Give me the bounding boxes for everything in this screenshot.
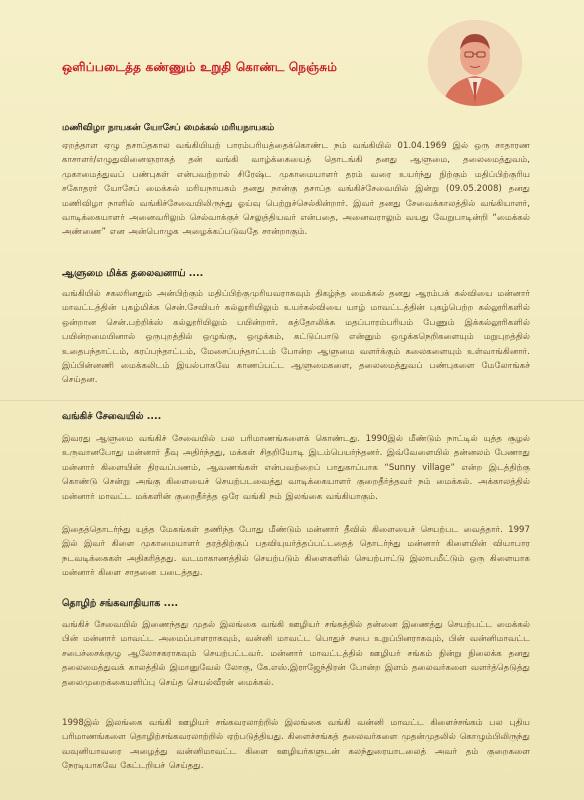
trade-union-paragraph-2: 1998இல் இலங்கை வங்கி ஊழியர் சங்கவரலாற்றில் இலங்கை வங்கி வன்னி மாவட்ட கிளைச்சங்கம் பல புதிய பரிமாணங்களை தொழிற்சங்கவரலாற்றில் ஏற்படுத்தியது. கிளைச்சங்கத் தலைவர்களை முதன்முதலில் கொழும்பிலிருந்து வவுனியாவரை அழைத்து வன்னிமாவட்ட கிளை ஊழியர்களுடன் கலந்துரையாடலைத் அவர் தம் குறைகளை நேரடியாகவே கேட்டறியச் செய்தது.: [62, 718, 530, 772]
bank-service-paragraph-1: இவரது ஆளுமை வங்கிச் சேவையில் பல பரிமாணங்களைக் கொண்டது. 1990இல் மீண்டும் நாட்டில் யுத்த சூழல் உருவானபோது மன்னார் தீவு அதிர்ந்தது, மக்கள் சிதறியோடி இடம்பெயர்ந்தனர். இவ்வேளையில் தன்னலம் பேணாது மன்னார் கிளையின் திரவப்பணம், ஆவணங்கள் என்பவற்றைப் பாதுகாப்பாக “Sunny village” என்ற இடத்திற்கு கொண்டு சென்று அங்கு கிளையைச் செயற்படவைத்து வாடிக்கையாளர் குறைதீர்த்தவர் நம் மைக்கல். அக்காலத்தில் மன்னார் மாவட்ட மக்களின் குறைதீர்த்த ஒரே வங்கி நம் இலங்கை வங்கியாகும்.: [62, 434, 530, 502]
intro-paragraph: ஏறத்தாள ஏழு தசாப்தகால வங்கியியற் பாரம்பரியத்தைக்கொண்ட நம் வங்கியில் 01.04.1969 இல் ஒரு சாதாரண காசாளர்/எழுதுவினைஞராகத் தன் வங்கி வாழ்க்கையைத் தொடங்கி தனது ஆளுமை, தலைமைத்துவம், முகாமைத்துவப் பண்புகள் என்பவற்றால் சிரேஷ்ட முகாமையாளர் தரம் வரை உயர்ந்து நிற்கும் மதிப்பிற்குரிய சகோதரர் யோசேப் மைக்கல் மரியநாயகம் தனது நான்கு தசாப்த வங்கிச்சேவையில் இன்று (09.05.2008) தனது மணிவிழா நாளில் வங்கிச்சேவையிலிருந்து ஓய்வு பெற்றுச்செல்கின்றார். இவர் தனது சேவைக்காலத்தில் வங்கியாளர், வாடிக்கையாளர் அனைவரிலும் செல்வாக்குச் செலுத்தியவர் என்பதை, அனைவராலும் வயது வேறுபாடின்றி “மைக்கல் அண்ணை” என அன்பொழுக அழைக்கப்படுவதே சான்றாகும்.: [62, 141, 530, 238]
portrait-photo: [428, 20, 522, 106]
trade-union-paragraph-1: வங்கிச் சேவையில் இணைந்தது முதல் இலங்கை வங்கி ஊழியர் சங்கத்தில் தன்னை இணைத்து செயற்பட்ட மைக்கல் பின் மன்னார் மாவட்ட அமைப்பாளராகவும், வன்னி மாவட்ட பொதுச் சபை உறுப்பினராகவும், பின் வன்னிமாவட்ட சபைச்சைக்குழு ஆலோசகராகவும் செயற்பட்டவர். மன்னார் மாவட்டத்தில் ஊழியர் சங்கம் நின்று நிலைக்க தனது தலைமைத்துவக் காலத்தில் இமானுவேல் லோகு, கே.எஸ்.இராஜேந்திரன் போன்ற இளம் தலைவர்களை வளர்த்தெடுத்து தலைமுறைக்கையளிப்பு செய்த செயல்வீரன் மைக்கல்.: [62, 620, 530, 688]
section-heading-trade-union: தொழிற் சங்கவாதியாக ....: [62, 598, 179, 609]
portrait-image: [428, 20, 522, 106]
paper-fold-line: [0, 400, 584, 401]
bank-service-paragraph-2: இதைத்தொடர்ந்து யுத்த மேகங்கள் தணிந்த போது மீண்டும் மன்னார் தீவில் கிளையைச் செயற்பட வைத்தார். 1997 இல் இவர் கிளை முகாமையாளர் தரத்திற்குப் பதவியுயர்த்தப்பட்டதைத் தொடர்ந்து மன்னார் கிளையின் வியாபார நடவடிக்கைகள் அதிகரித்தது. வடமாகாணத்தில் செயற்படும் கிளைகளில் செயற்பாட்டு இலாபமீட்டும் ஒரு கிளையாக மன்னார் கிளை சாதனை படைத்தது.: [62, 525, 530, 579]
section-heading-bank-service: வங்கிச் சேவையில் ....: [62, 411, 162, 422]
leadership-paragraph: வங்கியில் சகலரினதும் அன்பிற்கும் மதிப்பிற்குமுரியவராகவும் திகழ்ந்த மைக்கல் தனது ஆரம்பக் கல்வியை மன்னார் மாவட்டத்தின் புகழ்மிக்க சென்.சேவியர் கல்லூரியிலும் உயர்கல்வியை யாழ் மாவட்டத்தின் புகழ்பெற்ற கல்லூரிகளில் ஒன்றான சென்.பற்றிக்ஸ் கல்லூரியிலும் பயின்றார். கத்தோலிக்க மதப்பாரம்பரியம் பேணும் இக்கல்லூரிகளில் பயின்றமையினால் ஒருபுறத்தில் ஒழுங்கு, ஒழுக்கம், கட்டுப்பாடு என்னும் ஒழுக்கநெறிகளையும் மறுபுறத்தில் உதைபந்தாட்டம், கரப்பந்தாட்டம், மேசைப்பந்தாட்டம் போன்ற ஆளுமை வளர்க்கும் கலைகளையும் உள்வாங்கினார். இப்பின்னணி மைக்கலிடம் இயல்பாகவே காணப்பட்ட ஆளுமைகளை, தலைமைத்துவப் பண்புகளை மேலோங்கச் செய்தன.: [62, 289, 530, 386]
honoree-name-line: மணிவிழா நாயகன் யோசேப் மைக்கல் மரியநாயகம்: [62, 123, 275, 133]
page-title: ஒளிப்படைத்த கண்ணும் உறுதி கொண்ட நெஞ்சும்: [62, 60, 338, 74]
section-heading-leadership: ஆளுமை மிக்க தலைவனாய் ....: [62, 268, 204, 279]
